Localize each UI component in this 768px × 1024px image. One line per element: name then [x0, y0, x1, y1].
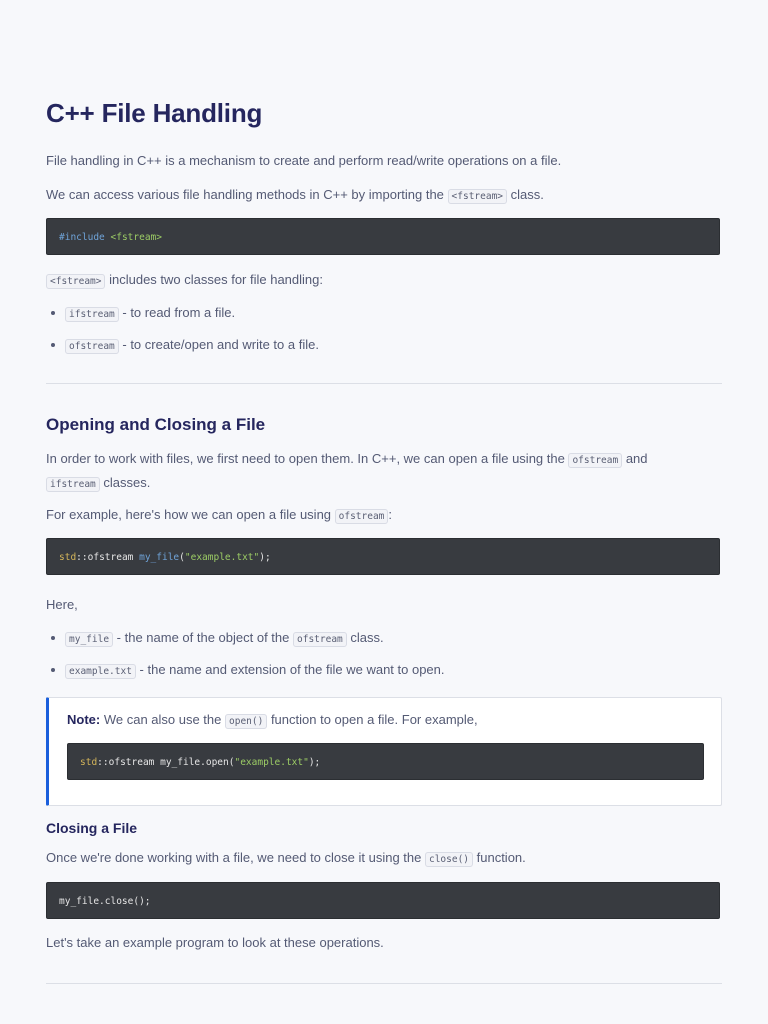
inline-code: <fstream> [448, 189, 507, 204]
open-paragraph-1: In order to work with files, we first need to open them. In C++, we can open a file using the ofstream and ifstream classes. [46, 451, 648, 490]
open-paragraph-2: For example, here's how we can open a file using ofstream : [46, 507, 393, 522]
example-intro-text: Let's take an example program to look at these operations. [46, 935, 384, 950]
intro-paragraph-1: File handling in C++ is a mechanism to create and perform read/write operations on a file. [46, 153, 562, 168]
intro-paragraph-2: We can access various file handling methods in C++ by importing the <fstream> class. [46, 187, 544, 202]
note-callout [46, 697, 722, 806]
list-item: ifstream - to read from a file. [46, 302, 319, 326]
note-text: Note: We can also use the open() function to open a file. For example, [67, 712, 478, 727]
section-heading-opening-closing: Opening and Closing a File [46, 415, 266, 434]
section-heading-closing: Closing a File [46, 820, 138, 836]
list-item: example.txt - the name and extension of the file we want to open. [46, 659, 445, 683]
code-block-open-function[interactable]: std::ofstream my_file.open("example.txt"); [67, 743, 704, 780]
list-item: ofstream - to create/open and write to a file. [46, 334, 319, 358]
note-label: Note: [67, 712, 101, 727]
code-block-close[interactable]: my_file.close(); [46, 882, 720, 919]
closing-paragraph: Once we're done working with a file, we need to close it using the close() function. [46, 850, 526, 865]
here-text: Here, [46, 597, 78, 612]
open-explanation-list [46, 627, 445, 691]
code-block-include[interactable]: #include <fstream> [46, 218, 720, 255]
list-item: my_file - the name of the object of the ofstream class. [46, 627, 445, 651]
inline-code: <fstream> [46, 274, 105, 289]
page-title: C++ File Handling [46, 98, 263, 128]
code-block-ofstream[interactable]: std::ofstream my_file("example.txt"); [46, 538, 720, 575]
divider [46, 983, 722, 984]
fstream-class-list [46, 302, 319, 366]
fstream-intro: <fstream> includes two classes for file handling: [46, 269, 722, 293]
divider [46, 383, 722, 384]
